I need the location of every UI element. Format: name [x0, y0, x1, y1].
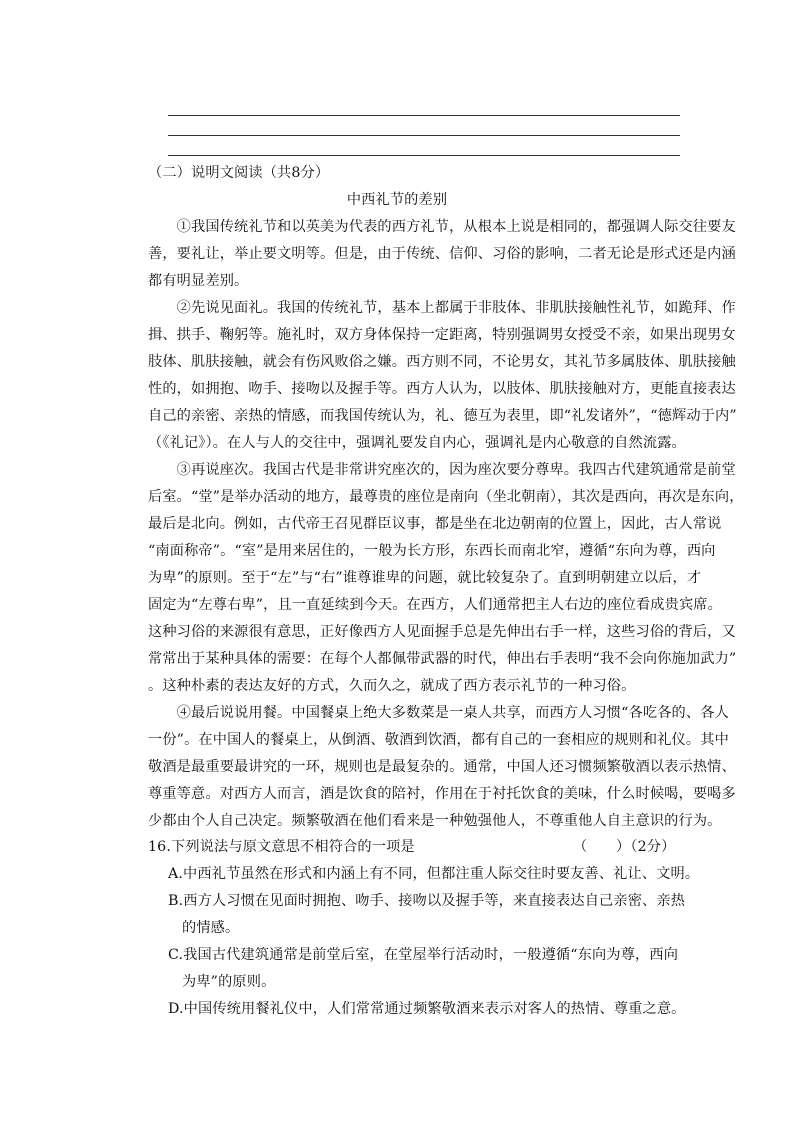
- paragraph-2-line: ②先说见面礼。我国的传统礼节，基本上都属于非肢体、非肌肤接触性礼节，如跪拜、作: [148, 300, 736, 316]
- paragraph-3-line: 。这种朴素的表达友好的方式，久而久之，就成了西方表示礼节的一种习俗。: [148, 678, 636, 694]
- answer-blank: （ ）（2分）: [573, 839, 676, 855]
- paragraph-4-line: 一份”。在中国人的餐桌上，从倒酒、敬酒到饮酒，都有自己的一套相应的规则和礼仪。其中: [148, 732, 729, 748]
- option-d: D.中国传统用餐礼仪中，人们常常通过频繁敬酒来表示对客人的热情、尊重之意。: [168, 1001, 686, 1017]
- paragraph-3-line: 为卑”的原则。至于“左”与“右”谁尊谁卑的问题，就比较复杂了。直到明朝建立以后，才: [148, 570, 702, 586]
- option-b: B.西方人习惯在见面时拥抱、吻手、接吻以及握手等，来直接表达自己亲密、亲热: [168, 893, 686, 909]
- answer-line-3: [168, 155, 680, 156]
- answer-line-1: [168, 115, 680, 116]
- paragraph-3-line: 后室。“堂”是举办活动的地方，最尊贵的座位是南向（坐北朝南），其次是西向，再次是东向，: [148, 489, 744, 505]
- paragraph-3-line: 固定为“左尊右卑”，且一直延续到今天。在西方，人们通常把主人右边的座位看成贵宾席。: [148, 597, 722, 613]
- article-title: 中西礼节的差别: [346, 192, 448, 208]
- paragraph-2-line: 自己的亲密、亲热的情感，而我国传统认为，礼、德互为表里，即“礼发诸外”，“德辉动于内”: [148, 408, 737, 424]
- option-b-continuation: 的情感。: [182, 920, 240, 936]
- paragraph-1-line: 都有明显差别。: [148, 273, 249, 289]
- paragraph-4-line: 少都由个人自己决定。频繁敬酒在他们看来是一种勉强他人，不尊重他人自主意识的行为。: [148, 813, 722, 829]
- paragraph-3-line: 这种习俗的来源很有意思，正好像西方人见面握手总是先伸出右手一样，这些习俗的背后，又: [148, 624, 736, 640]
- option-c-continuation: 为卑”的原则。: [182, 974, 276, 990]
- paragraph-3-line: 常常出于某种具体的需要：在每个人都佩带武器的时代，伸出右手表明“我不会向你施加武力”: [148, 651, 737, 667]
- paragraph-4-line: 敬酒是最重要最讲究的一环，规则也是最复杂的。通常，中国人还习惯频繁敬酒以表示热情、: [148, 759, 736, 775]
- paragraph-2-line: 性的，如拥抱、吻手、接吻以及握手等。西方人认为，以肢体、肌肤接触对方，更能直接表达: [148, 381, 736, 397]
- paragraph-1-line: 善，要礼让，举止要文明等。但是，由于传统、信仰、习俗的影响，二者无论是形式还是内涵: [148, 246, 736, 262]
- paragraph-3-line: 最后是北向。例如，古代帝王召见群臣议事，都是坐在北边朝南的位置上，因此，古人常说: [148, 516, 722, 532]
- paragraph-2-line: （《礼记》）。在人与人的交往中，强调礼要发自内心，强调礼是内心敬意的自然流露。: [148, 435, 686, 451]
- question-stem: 16.下列说法与原文意思不相符合的一项是: [148, 839, 415, 855]
- paragraph-1-line: ①我国传统礼节和以英美为代表的西方礼节，从根本上说是相同的，都强调人际交往要友: [148, 219, 736, 235]
- paragraph-4-line: 尊重等意。对西方人而言，酒是饮食的陪衬，作用在于衬托饮食的美味，什么时候喝，要喝多: [148, 786, 736, 802]
- paragraph-2-line: 揖、拱手、鞠躬等。施礼时，双方身体保持一定距离，特别强调男女授受不亲，如果出现男女: [148, 327, 736, 343]
- section-title: （二）说明文阅读（共8分）: [148, 165, 330, 181]
- answer-line-2: [168, 135, 680, 136]
- paragraph-2-line: 肢体、肌肤接触，就会有伤风败俗之嫌。西方则不同，不论男女，其礼节多属肢体、肌肤接触: [148, 354, 736, 370]
- paragraph-4-line: ④最后说说用餐。中国餐桌上绝大多数菜是一桌人共享，而西方人习惯“各吃各的、各人: [148, 705, 729, 721]
- paragraph-3-line: “南面称帝”。“室”是用来居住的，一般为长方形，东西长而南北窄，遵循“东向为尊，西向: [148, 543, 716, 559]
- option-c: C.我国古代建筑通常是前堂后室，在堂屋举行活动时，一般遵循“东向为尊，西向: [168, 947, 679, 963]
- option-a: A.中西礼节虽然在形式和内涵上有不同，但都注重人际交往时要友善、礼让、文明。: [168, 866, 700, 882]
- paragraph-3-line: ③再说座次。我国古代是非常讲究座次的，因为座次要分尊卑。我四古代建筑通常是前堂: [148, 462, 736, 478]
